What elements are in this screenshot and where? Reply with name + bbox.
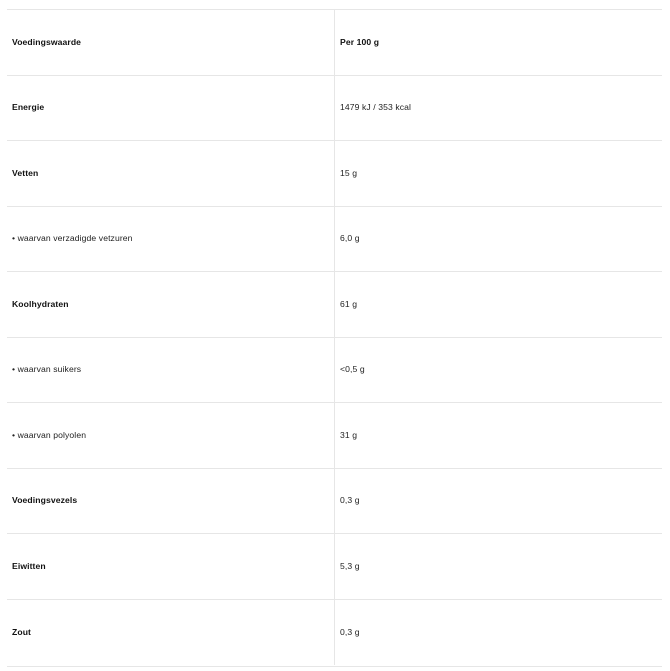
row-label-zout: Zout [7,600,335,666]
row-value-polyolen: 31 g [340,429,358,440]
nutrition-table [7,9,662,667]
row-value-energie: 1479 kJ / 353 kcal [340,102,412,113]
row-value-koolhydraten: 61 g [340,298,358,309]
table-row [7,403,662,469]
row-label-voedingsvezels: Voedingsvezels [7,469,335,534]
row-value-vetten: 15 g [340,167,358,178]
row-label-energie: Energie [7,76,335,141]
row-value-zout: 0,3 g [340,626,360,637]
table-row [7,207,662,273]
table-row [7,600,662,666]
table-row [7,76,662,142]
row-label-vetten: Vetten [7,141,335,206]
table-row [7,141,662,207]
header-label: Voedingswaarde [7,10,335,75]
row-label-polyolen: • waarvan polyolen [7,403,335,468]
row-value-voedingsvezels: 0,3 g [340,495,360,506]
table-row [7,338,662,404]
table-row [7,534,662,600]
row-value-suikers: <0,5 g [340,364,365,375]
row-value-eiwitten: 5,3 g [340,560,360,571]
table-row [7,272,662,338]
row-label-eiwitten: Eiwitten [7,534,335,599]
row-value-verzadigde-vetzuren: 6,0 g [340,233,360,244]
table-header-row [7,10,662,76]
row-label-verzadigde-vetzuren: • waarvan verzadigde vetzuren [7,207,335,272]
header-value: Per 100 g [340,36,380,47]
row-label-koolhydraten: Koolhydraten [7,272,335,337]
row-label-suikers: • waarvan suikers [7,338,335,403]
table-row [7,469,662,535]
